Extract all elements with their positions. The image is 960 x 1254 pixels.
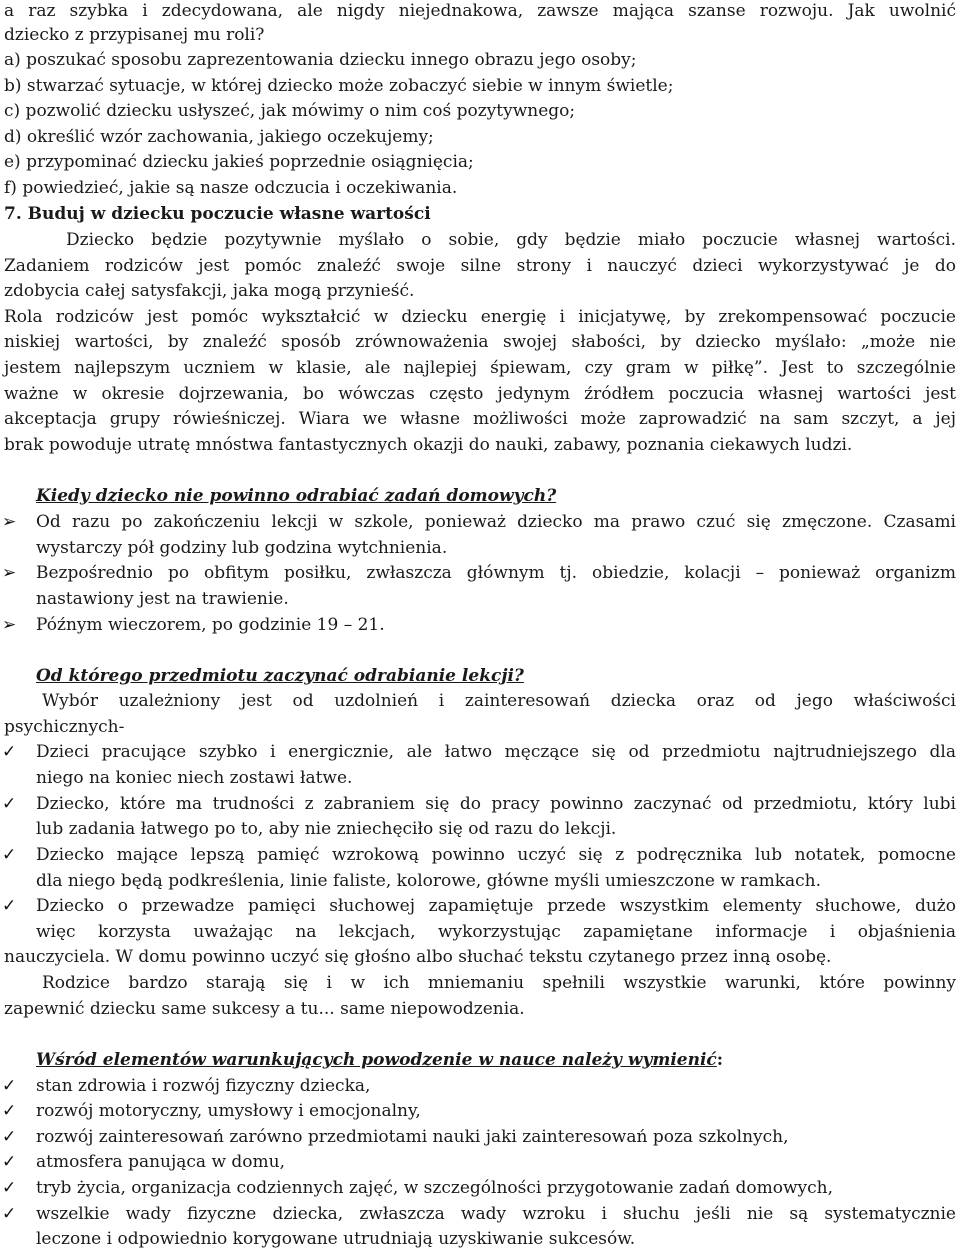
list-item: Dzieci pracujące szybko i energicznie, ale łatwo męczące się od przedmiotu najtrudniejszego dla: [36, 742, 956, 762]
section-heading: Od którego przedmiotu zaczynać odrabianie lekcji?: [36, 666, 524, 686]
list-item: Późnym wieczorem, po godzinie 19 – 21.: [36, 615, 385, 635]
list-item: Od razu po zakończeniu lekcji w szkole, ponieważ dziecko ma prawo czuć się zmęczone. Czasami: [36, 512, 956, 532]
list-item: f) powiedzieć, jakie są nasze odczucia i oczekiwania.: [4, 178, 458, 198]
section-heading: 7. Buduj w dziecku poczucie własne wartości: [4, 204, 431, 224]
text-line: niskiej wartości, by znaleźć sposób zrównoważenia swojej słabości, by dziecko myślało: „może nie: [4, 332, 956, 352]
list-item-continuation: niego na koniec niech zostawi łatwe.: [36, 768, 353, 788]
list-item-continuation: wystarczy pół godziny lub godzina wytchnienia.: [36, 538, 448, 558]
checkmark-bullet-icon: ✓: [2, 1152, 17, 1172]
list-item-continuation: więc korzysta uważając na lekcjach, wykorzystując zapamiętane informacje i objaśnienia: [36, 922, 956, 942]
text-line: nauczyciela. W domu powinno uczyć się głośno albo słuchać tekstu czytanego przez inną osobę.: [4, 947, 832, 967]
checkmark-bullet-icon: ✓: [2, 1101, 17, 1121]
list-item: rozwój zainteresowań zarówno przedmiotami nauki jaki zainteresowań poza szkolnych,: [36, 1127, 789, 1147]
text-line: a raz szybka i zdecydowana, ale nigdy niejednakowa, zawsze mająca szanse rozwoju. Jak uwolnić: [4, 1, 956, 21]
list-item: tryb życia, organizacja codziennych zajęć, w szczególności przygotowanie zadań domowych,: [36, 1178, 833, 1198]
text-line: Rola rodziców jest pomóc wykształcić w dziecku energię i inicjatywę, by zrekompensować poczucie: [4, 307, 956, 327]
list-item: Dziecko, które ma trudności z zabraniem się do pracy powinno zaczynać od przedmiotu, który lubi: [36, 794, 956, 814]
list-item: Dziecko o przewadze pamięci słuchowej zapamiętuje przede wszystkim elementy słuchowe, dużo: [36, 896, 956, 916]
text-line: zdobycia całej satysfakcji, jaka mogą przynieść.: [4, 281, 415, 301]
list-item: stan zdrowia i rozwój fizyczny dziecka,: [36, 1076, 371, 1096]
list-item: Bezpośrednio po obfitym posiłku, zwłaszcza głównym tj. obiedzie, kolacji – ponieważ organizm: [36, 563, 956, 583]
list-item-continuation: dla niego będą podkreślenia, linie faliste, kolorowe, główne myśli umieszczone w ramkach.: [36, 871, 822, 891]
list-item: a) poszukać sposobu zaprezentowania dziecku innego obrazu jego osoby;: [4, 50, 637, 70]
checkmark-bullet-icon: ✓: [2, 1127, 17, 1147]
list-item: d) określić wzór zachowania, jakiego oczekujemy;: [4, 127, 434, 147]
list-item: rozwój motoryczny, umysłowy i emocjonalny,: [36, 1101, 421, 1121]
arrow-bullet-icon: ➢: [2, 563, 17, 583]
text-line: Wybór uzależniony jest od uzdolnień i zainteresowań dziecka oraz od jego właściwości: [42, 691, 956, 711]
text-line: jestem najlepszym uczniem w klasie, ale najlepiej śpiewam, czy gram w piłkę”. Jest to szczególnie: [4, 358, 956, 378]
text-line: zapewnić dziecku same sukcesy a tu... same niepowodzenia.: [4, 999, 525, 1019]
list-item-continuation: lub zadania łatwego po to, aby nie zniechęciło się od razu do lekcji.: [36, 819, 617, 839]
list-item: e) przypominać dziecku jakieś poprzednie osiągnięcia;: [4, 152, 474, 172]
checkmark-bullet-icon: ✓: [2, 1076, 17, 1096]
heading-colon: :: [716, 1050, 724, 1070]
list-item: wszelkie wady fizyczne dziecka, zwłaszcza wady wzroku i słuchu jeśli nie są systematycznie: [36, 1204, 956, 1224]
list-item: atmosfera panująca w domu,: [36, 1152, 285, 1172]
section-heading-text: Wśród elementów warunkujących powodzenie w nauce należy wymienić: [36, 1050, 717, 1070]
checkmark-bullet-icon: ✓: [2, 1178, 17, 1198]
text-line: Dziecko będzie pozytywnie myślało o sobie, gdy będzie miało poczucie własnej wartości.: [66, 230, 956, 250]
arrow-bullet-icon: ➢: [2, 512, 17, 532]
section-heading: [36, 1049, 956, 1071]
text-line: Zadaniem rodziców jest pomóc znaleźć swoje silne strony i nauczyć dzieci wykorzystywać je do: [4, 256, 956, 276]
checkmark-bullet-icon: ✓: [2, 845, 17, 865]
list-item: b) stwarzać sytuacje, w której dziecko może zobaczyć siebie w innym świetle;: [4, 76, 674, 96]
text-line: akceptacja grupy rówieśniczej. Wiara we własne możliwości może zaprowadzić na sam szczyt, a jej: [4, 409, 956, 429]
list-item: c) pozwolić dziecku usłyszeć, jak mówimy o nim coś pozytywnego;: [4, 101, 576, 121]
section-heading: Kiedy dziecko nie powinno odrabiać zadań domowych?: [36, 486, 557, 506]
text-line: ważne w okresie dojrzewania, bo wówczas często jedynym źródłem poczucia własnej wartości jest: [4, 384, 956, 404]
text-line: Rodzice bardzo starają się i w ich mniemaniu spełnili wszystkie warunki, które powinny: [42, 973, 956, 993]
checkmark-bullet-icon: ✓: [2, 742, 17, 762]
checkmark-bullet-icon: ✓: [2, 1204, 17, 1224]
list-item: Dziecko mające lepszą pamięć wzrokową powinno uczyć się z podręcznika lub notatek, pomocne: [36, 845, 956, 865]
checkmark-bullet-icon: ✓: [2, 794, 17, 814]
list-item-continuation: leczone i odpowiednio korygowane utrudniają uzyskiwanie sukcesów.: [36, 1229, 636, 1249]
text-line: brak powoduje utratę mnóstwa fantastycznych okazji do nauki, zabawy, poznania ciekawych ludzi.: [4, 435, 853, 455]
text-line: dziecko z przypisanej mu roli?: [4, 25, 265, 45]
arrow-bullet-icon: ➢: [2, 615, 17, 635]
list-item-continuation: nastawiony jest na trawienie.: [36, 589, 289, 609]
text-line: psychicznych-: [4, 717, 125, 737]
checkmark-bullet-icon: ✓: [2, 896, 17, 916]
